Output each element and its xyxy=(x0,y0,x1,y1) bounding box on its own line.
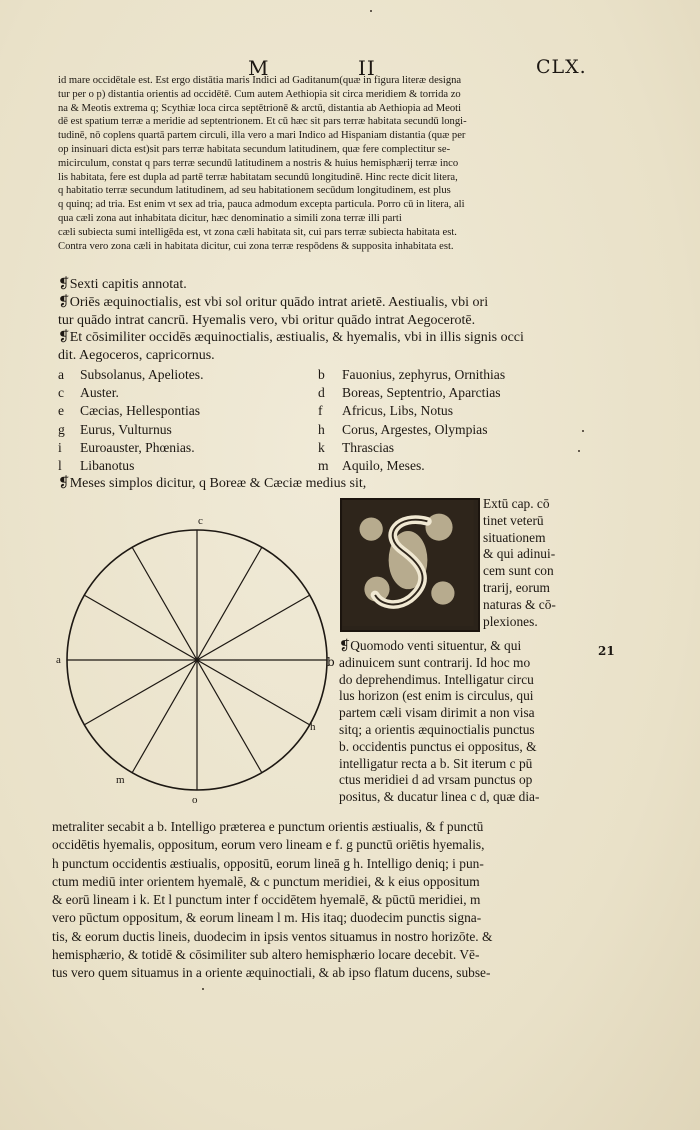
paper-speck xyxy=(582,430,584,432)
text-line: naturas & cō- xyxy=(483,596,556,612)
wind-names: Eurus, Vulturnus xyxy=(80,421,172,437)
wind-names: Libanotus xyxy=(80,457,135,473)
text-line: dit. Aegoceros, capricornus. xyxy=(58,348,215,364)
margin-note: 21 xyxy=(598,644,615,658)
meses-line: ❡Meses simplos dicitur, q Boreæ & Cæciæ medius sit, xyxy=(58,476,367,491)
wind-names: Cæcias, Hellespontias xyxy=(80,403,201,419)
label-m: m xyxy=(116,774,125,786)
text-line: partem cæli visam dirimit a non visa xyxy=(339,705,535,721)
text-line: metraliter secabit a b. Intelligo præterea e punctum orientis æstiualis, & f punctū xyxy=(52,819,484,834)
text-line: adinuicem sunt contrarij. Id hoc mo xyxy=(339,654,531,670)
wind-list xyxy=(58,366,558,475)
text-line: tus vero quem situamus in a oriente æquinoctiali, & ab ipso flatum ducens, subse- xyxy=(52,965,491,981)
label-o: o xyxy=(192,794,198,806)
wind-lines xyxy=(67,530,327,790)
text-line: tur per o p) distantia orientis ad occidētē. Cum autem Aethiopia sit circa meridiem & torrida zo xyxy=(58,88,461,100)
signature-mark: M xyxy=(248,56,270,80)
text-line: ❡Quomodo venti situentur, & qui xyxy=(339,638,522,653)
pilcrow-icon: ❡ xyxy=(58,294,70,310)
wind-letter: f xyxy=(318,403,323,419)
text-line: occidētis hyemalis, oppositum, eorum vero lineam e f. g punctū oriētis hyemalis, xyxy=(52,837,485,853)
decorated-initial-woodcut xyxy=(340,498,480,632)
wind-names: Aquilo, Meses. xyxy=(342,457,425,473)
text-line: vero pūctum oppositum, & eorum lineam l m. His itaq; duodecim punctis signa- xyxy=(52,910,482,926)
wind-letter: k xyxy=(318,439,325,455)
wind-row xyxy=(58,384,558,402)
wind-letter: m xyxy=(318,457,329,473)
paper-speck xyxy=(202,988,204,990)
wind-letter: b xyxy=(318,367,325,382)
explanation-block xyxy=(339,638,584,806)
wind-letter: g xyxy=(58,421,65,437)
label-b: b xyxy=(327,655,335,669)
signature-number: II xyxy=(358,56,376,80)
text-line: hemisphærio, & totidē & cōsimiliter sub altero hemisphærio locare decebit. Vē- xyxy=(52,947,480,963)
pilcrow-icon: ❡ xyxy=(58,330,70,346)
wind-names: Fauonius, zephyrus, Ornithias xyxy=(342,367,506,382)
text-line: cem sunt con xyxy=(483,563,554,579)
wind-letter: i xyxy=(58,439,62,455)
wind-circle-diagram xyxy=(52,508,342,808)
text-line: na & Meotis extrema q; Scythiæ loca circa septētrionē & arctū, distantia ab Aethiopia ad Meoti xyxy=(58,102,462,114)
text-line: tur quādo intrat cancrū. Hyemalis vero, vbi oritur quādo intrat Aegocerotē. xyxy=(58,312,476,328)
text-line: Contra vero zona cæli in habitata dicitur, cui zona terræ respōdens & supposita inhabitata est. xyxy=(58,240,454,252)
text-line: tinet veterū xyxy=(483,512,544,528)
folio-number: CLX. xyxy=(536,56,587,78)
text-line: ❡Et cōsimiliter occidēs æquinoctialis, æstiualis, & hyemalis, vbi in illis signis occi xyxy=(58,330,524,346)
text-line: & qui adinui- xyxy=(483,546,556,562)
wind-row xyxy=(58,366,558,384)
main-text-block xyxy=(52,818,582,983)
commentary-block xyxy=(58,74,578,253)
wind-letter: a xyxy=(58,367,65,382)
pilcrow-icon: ❡ xyxy=(339,638,351,653)
text-line: intelligatur recta a b. Sit iterum c pū xyxy=(339,755,533,771)
ornament-icon xyxy=(342,500,474,626)
wind-names: Boreas, Septentrio, Aparctias xyxy=(342,385,501,401)
text-line: situationem xyxy=(483,529,546,545)
wind-names: Corus, Argestes, Olympias xyxy=(342,421,488,437)
text-line: positus, & ducatur linea c d, quæ dia- xyxy=(339,789,540,805)
pilcrow-icon: ❡ xyxy=(58,476,70,491)
wind-names: Subsolanus, Apeliotes. xyxy=(80,367,204,382)
text-line: id mare occidētale est. Est ergo distātia maris Indici ad Gaditanum(quæ in figura literæ designa xyxy=(58,75,462,86)
annotation-block xyxy=(58,276,578,365)
text-line: b. occidentis punctus ei oppositus, & xyxy=(339,738,537,754)
wind-letter: c xyxy=(58,385,65,401)
text-line: tudinē, nō coplens quartā partem circuli, illa vero a mari Indico ad Hispaniam distantia (quæ per xyxy=(58,130,466,142)
label-a: a xyxy=(56,654,61,666)
text-line: ctum mediū inter orientem hyemalē, & c punctum meridiei, & k eius oppositum xyxy=(52,873,480,889)
wind-names: Africus, Libs, Notus xyxy=(342,403,454,419)
text-line: lus horizon (est enim is circulus, qui xyxy=(339,688,534,704)
paper-speck xyxy=(370,10,372,12)
text-line: tis, & eorum ductis lineis, duodecim in ipsis ventos situamus in nostro horizōte. & xyxy=(52,928,493,944)
text-line: trarij, eorum xyxy=(483,579,550,595)
wind-letter: e xyxy=(58,403,65,419)
text-line: q quinq; ad tria. Est enim vt sex ad tria, pauca admodum excepta particula. Porro cū in litera, ali xyxy=(58,199,465,211)
text-line: sitq; a orientis æquinoctialis punctus xyxy=(339,721,535,737)
wind-row xyxy=(58,421,558,439)
text-line: ctus meridiei d ad vrsam punctus op xyxy=(339,772,533,788)
wind-letter: d xyxy=(318,385,325,401)
label-h: h xyxy=(310,721,316,733)
pilcrow-icon: ❡ xyxy=(58,277,70,292)
text-line: cæli subiecta sumi intelligēda est, vt zona cæli habitata sit, cui pars terræ subiecta habitata est. xyxy=(58,226,457,238)
text-line: plexiones. xyxy=(483,613,538,629)
wind-row xyxy=(58,439,558,457)
wind-letter: l xyxy=(58,457,62,473)
wind-letter: h xyxy=(318,421,325,437)
text-line: op insinuari dicta est)sit pars terræ habitata secundum latitudinem, quæ fere complectitur se- xyxy=(58,143,451,155)
text-line: h punctum occidentis æstiualis, oppositū, eorum lineā g h. Intelligo deniq; i pun- xyxy=(52,855,484,871)
wind-row xyxy=(58,402,558,420)
text-line: Extū cap. cō xyxy=(483,496,550,511)
wind-names: Auster. xyxy=(80,385,119,401)
wind-names: Euroauster, Phœnias. xyxy=(80,439,195,455)
wind-names: Thrascias xyxy=(342,439,395,455)
text-line: dē est spatium terræ a meridie ad septentrionem. Et cū hæc sit pars terræ habitata secundū longi- xyxy=(58,116,467,128)
text-line: qua cæli zona aut inhabitata dicitur, hæc denominatio a simili zona terræ illi parti xyxy=(58,212,402,224)
text-line: q habitatio terræ secundum latitudinem, ad seu habitationem secūdum longitudinem, est plus xyxy=(58,185,451,197)
wind-row xyxy=(58,457,558,475)
chapter-summary xyxy=(483,496,578,630)
text-line: & eorū lineam i k. Et l punctum inter f occidētem hyemalē, & pūctū meridiei, m xyxy=(52,892,481,908)
text-line: ❡Oriēs æquinoctialis, est vbi sol oritur quādo intrat arietē. Aestiualis, vbi ori xyxy=(58,294,489,310)
annotation-heading: ❡Sexti capitis annotat. xyxy=(58,277,187,292)
text-line: lis habitata, fere est dupla ad partē terræ habitatam secundū longitudinē. Hinc recte dicit litera, xyxy=(58,171,458,183)
label-c: c xyxy=(198,515,203,527)
paper-speck xyxy=(578,450,580,452)
text-line: do deprehendimus. Intelligatur circu xyxy=(339,671,534,687)
text-line: micirculum, constat q pars terræ secundū latitudinem a nostris & huius hemisphærij terræ inco xyxy=(58,157,459,169)
